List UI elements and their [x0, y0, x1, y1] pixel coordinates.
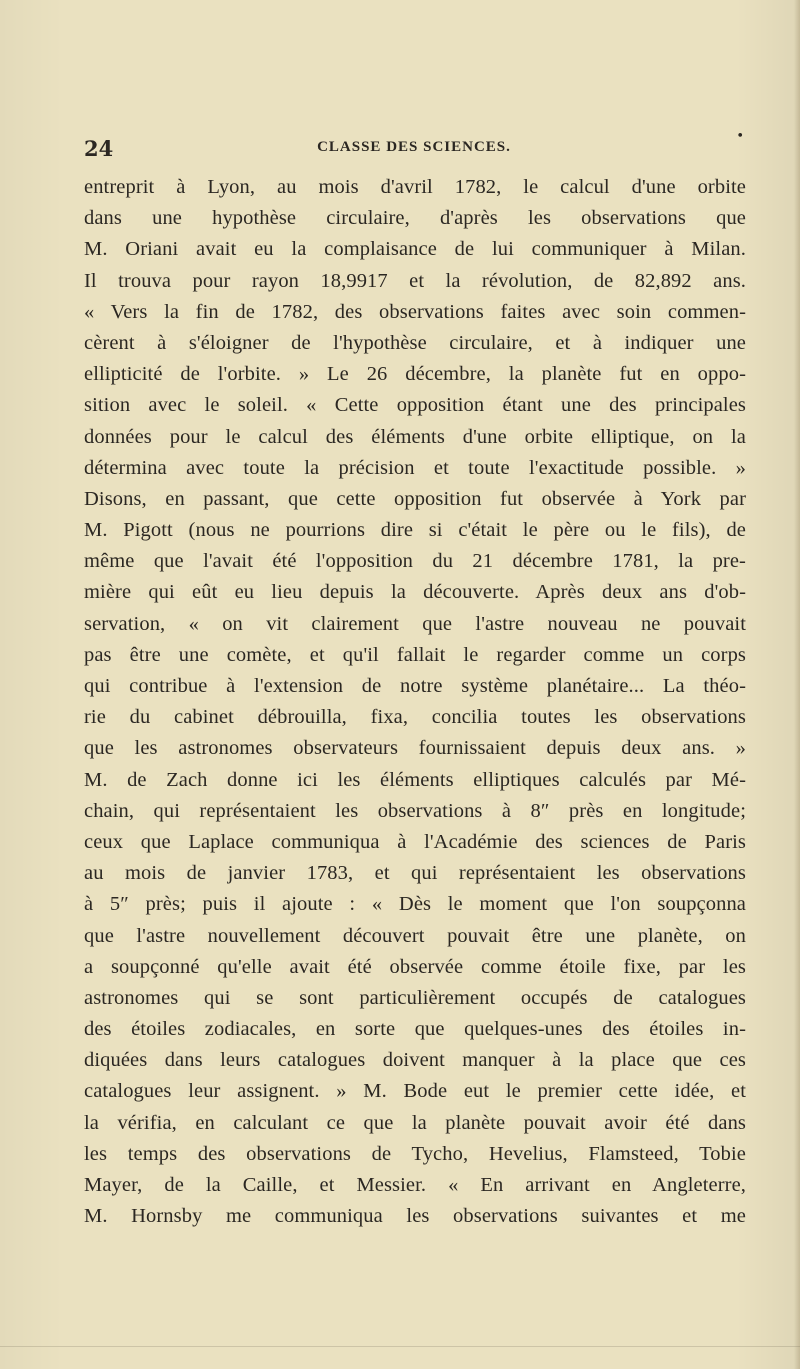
text-line: ellipticité de l'orbite. » Le 26 décembre, la planète fut en oppo- — [84, 363, 746, 386]
text-line: cèrent à s'éloigner de l'hypothèse circulaire, et à indiquer une — [84, 331, 746, 354]
body-text — [84, 172, 746, 1232]
text-line: à 5″ près; puis il ajoute : « Dès le moment que l'on soupçonna — [84, 893, 746, 916]
text-line: les temps des observations de Tycho, Hevelius, Flamsteed, Tobie — [84, 1142, 746, 1165]
page-number: 24 — [84, 136, 114, 161]
text-line: Mayer, de la Caille, et Messier. « En arrivant en Angleterre, — [84, 1174, 746, 1196]
text-line: pas être une comète, et qu'il fallait le regarder comme un corps — [84, 643, 746, 666]
text-line: sition avec le soleil. « Cette opposition étant une des principales — [84, 394, 746, 417]
text-line: M. Oriani avait eu la complaisance de lui communiquer à Milan. — [84, 238, 746, 261]
text-line: entreprit à Lyon, au mois d'avril 1782, le calcul d'une orbite — [84, 176, 746, 198]
text-line: des étoiles zodiacales, en sorte que quelques-unes des étoiles in- — [84, 1018, 746, 1041]
text-line: ceux que Laplace communiqua à l'Académie des sciences de Paris — [84, 830, 746, 853]
text-line: au mois de janvier 1783, et qui représentaient les observations — [84, 862, 746, 885]
text-line: données pour le calcul des éléments d'une orbite elliptique, on la — [84, 425, 746, 448]
text-line: détermina avec toute la précision et toute l'exactitude possible. » — [84, 456, 746, 479]
text-line: M. Hornsby me communiqua les observations suivantes et me — [84, 1205, 746, 1228]
text-line: Disons, en passant, que cette opposition fut observée à York par — [84, 487, 746, 510]
text-line: chain, qui représentaient les observations à 8″ près en longitude; — [84, 799, 746, 822]
text-line: M. de Zach donne ici les éléments elliptiques calculés par Mé- — [84, 768, 746, 791]
text-line: que les astronomes observateurs fournissaient depuis deux ans. » — [84, 737, 746, 760]
text-line: dans une hypothèse circulaire, d'après les observations que — [84, 207, 746, 230]
page-edge-shadow — [794, 0, 800, 1369]
text-line: diquées dans leurs catalogues doivent manquer à la place que ces — [84, 1049, 746, 1072]
text-line: M. Pigott (nous ne pourrions dire si c'était le père ou le fils), de — [84, 519, 746, 542]
text-line: astronomes qui se sont particulièrement occupés de catalogues — [84, 986, 746, 1009]
text-line: Il trouva pour rayon 18,9917 et la révolution, de 82,892 ans. — [84, 269, 746, 292]
printer-mark: • — [736, 129, 744, 144]
text-line: que l'astre nouvellement découvert pouvait être une planète, on — [84, 924, 746, 947]
text-line: servation, « on vit clairement que l'astre nouveau ne pouvait — [84, 612, 746, 635]
page-bottom-rule — [0, 1346, 800, 1347]
text-line: mière qui eût eu lieu depuis la découverte. Après deux ans d'ob- — [84, 581, 746, 604]
text-line: a soupçonné qu'elle avait été observée comme étoile fixe, par les — [84, 955, 746, 978]
text-line: « Vers la fin de 1782, des observations faites avec soin commen- — [84, 300, 746, 323]
running-head: CLASSE DES SCIENCES. — [317, 139, 511, 155]
text-line: même que l'avait été l'opposition du 21 décembre 1781, la pre- — [84, 550, 746, 573]
page-header — [84, 129, 744, 166]
text-line: rie du cabinet débrouilla, fixa, concilia toutes les observations — [84, 706, 746, 729]
text-line: qui contribue à l'extension de notre système planétaire... La théo- — [84, 675, 746, 697]
text-line: catalogues leur assignent. » M. Bode eut le premier cette idée, et — [84, 1080, 746, 1103]
text-line: la vérifia, en calculant ce que la planète pouvait avoir été dans — [84, 1111, 746, 1134]
